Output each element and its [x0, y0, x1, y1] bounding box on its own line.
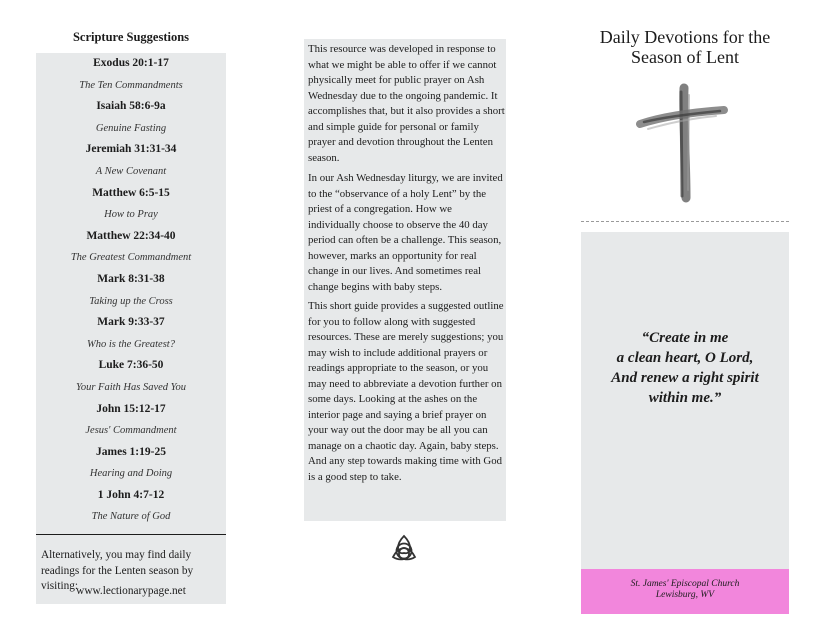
scripture-divider: [36, 534, 226, 535]
scripture-theme: The Ten Commandments: [79, 79, 183, 91]
scripture-list: [36, 53, 226, 528]
lectionary-link[interactable]: www.lectionarypage.net: [76, 585, 186, 597]
scripture-reference: Isaiah 58:6-9a: [96, 100, 166, 113]
intro-paragraph-1: This resource was developed in response to what we might be able to offer if we cannot physically meet for public prayer on Ash Wednesday due to the ongoing pandemic. It accomplishes that, but it also provides a short and simple guide for personal or family prayer and devotion throughout the Lenten season.: [308, 43, 505, 164]
scripture-reference: Exodus 20:1-17: [93, 57, 169, 69]
verse-line: a clean heart, O Lord,: [616, 350, 754, 366]
scripture-theme: How to Pray: [104, 209, 158, 221]
scripture-reference: 1 John 4:7-12: [97, 488, 165, 501]
dotted-separator: [581, 221, 789, 222]
scripture-reference: Matthew 22:34-40: [86, 229, 176, 242]
scripture-suggestions-panel: [36, 53, 226, 604]
church-banner: [581, 569, 789, 614]
scripture-theme: Your Faith Has Saved You: [75, 381, 187, 393]
scripture-theme: Who is the Greatest?: [87, 338, 175, 350]
ash-cross-icon: [634, 80, 729, 205]
scripture-reference: Mark 8:31-38: [97, 272, 165, 285]
verse-line: And renew a right spirit: [611, 370, 759, 386]
introduction-panel: [304, 39, 506, 521]
scripture-theme: The Nature of God: [91, 511, 171, 523]
booklet-title: [580, 27, 790, 67]
church-name: St. James' Episcopal Church: [630, 579, 740, 589]
scripture-theme: A New Covenant: [95, 165, 167, 177]
scripture-reference: Mark 9:33-37: [97, 316, 165, 329]
scripture-theme: The Greatest Commandment: [70, 252, 192, 264]
scripture-theme: Hearing and Doing: [89, 468, 173, 480]
church-location: Lewisburg, WV: [655, 590, 715, 600]
verse-line: within me.”: [648, 390, 722, 406]
scripture-theme: Genuine Fasting: [95, 122, 167, 134]
trinity-knot-icon: [389, 533, 419, 563]
intro-paragraph-2: In our Ash Wednesday liturgy, we are invited to the “observance of a holy Lent” by the priest of a congregation. How we individually choose to observe the 40 day period can often be a challenge. This season, however, marks an opportunity for real change in our lives. And sometimes real change begins with baby steps.: [308, 172, 503, 293]
scripture-reference: Jeremiah 31:31-34: [85, 143, 177, 156]
verse-line: “Create in me: [641, 330, 729, 346]
verse-panel: [581, 232, 789, 569]
scripture-theme: Jesus' Commandment: [85, 425, 177, 437]
psalm-verse: [581, 328, 789, 408]
booklet-title-line-2: Season of Lent: [631, 47, 739, 67]
church-info: [581, 579, 789, 601]
scripture-theme: Taking up the Cross: [89, 295, 173, 307]
booklet-title-line-1: Daily Devotions for the: [599, 27, 771, 47]
alternative-readings-text: Alternatively, you may find daily readings for the Lenten season by visiting:: [41, 549, 194, 592]
scripture-reference: John 15:12-17: [96, 402, 166, 415]
scripture-reference: James 1:19-25: [96, 445, 166, 458]
scripture-reference: Luke 7:36-50: [98, 359, 164, 372]
scripture-reference: Matthew 6:5-15: [92, 186, 170, 199]
scripture-suggestions-title: Scripture Suggestions: [72, 30, 190, 44]
intro-paragraph-3: This short guide provides a suggested outline for you to follow along with suggested resources. These are merely suggestions; you may wish to include additional prayers or readings appropriate to the season, or you may need to abbreviate a devotion further on some days. Looking at the ashes on the interior page and saying a brief prayer on your way out the door may be all you can manage on a chaotic day. Again, baby steps. And any step towards making time with God is a good step to take.: [308, 300, 504, 483]
